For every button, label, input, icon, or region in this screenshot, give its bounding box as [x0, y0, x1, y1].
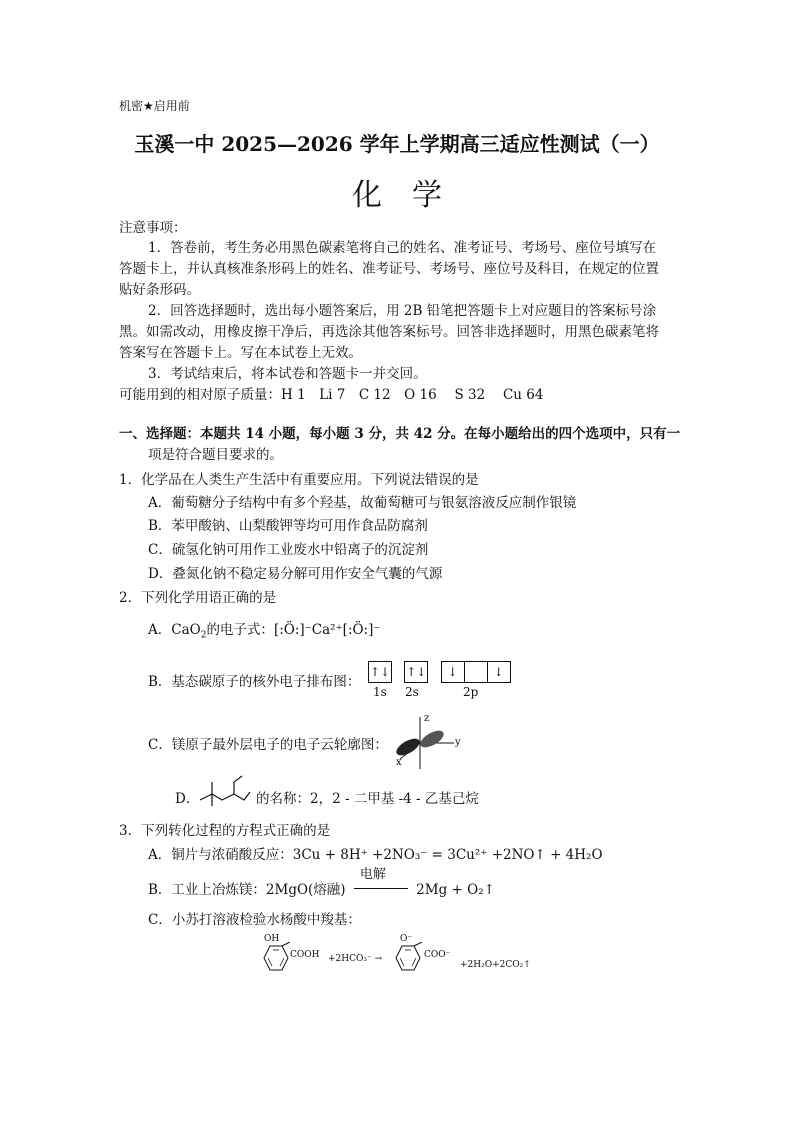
oh-label: OH: [264, 934, 280, 944]
coo-minus-label: COO⁻: [424, 950, 451, 960]
q1-stem: 1．化学品在人类生产生活中有重要应用。下列说法错误的是: [119, 472, 479, 488]
note-1-line-1: 1．答卷前，考生务必用黑色碳素笔将自己的姓名、准考证号、考场号、座位号填写在: [148, 240, 657, 256]
label-2p: 2p: [463, 685, 479, 699]
orbital-2p-2: [465, 661, 488, 683]
section-1-heading-cont: 项是符合题目要求的。: [148, 447, 283, 463]
q3-option-b: [148, 867, 495, 901]
confidential-mark: 机密★启用前: [119, 99, 190, 113]
q2-option-d-prefix: D．: [175, 791, 200, 807]
note-3: 3．考试结束后，将本试卷和答题卡一并交回。: [148, 366, 427, 382]
q3-stem: 3．下列转化过程的方程式正确的是: [119, 823, 331, 839]
benzene-ring-1: [256, 942, 296, 982]
q2-a-mid: 的电子式：: [206, 622, 274, 638]
cooh-label: COOH: [290, 950, 320, 960]
q3-b-post: 2Mg + O₂↑: [416, 882, 495, 898]
orbital-2p-3: ↓: [488, 661, 511, 683]
q3-option-c: C．小苏打溶液检验水杨酸中羧基：: [148, 912, 361, 928]
axis-z: z: [424, 713, 430, 724]
electrolysis-arrow: [354, 867, 408, 894]
exam-title: 玉溪一中 2025—2026 学年上学期高三适应性测试（一）: [134, 132, 660, 156]
note-1-line-2: 答题卡上，并认真核准条形码上的姓名、准考证号、考场号、座位号及科目，在规定的位置: [119, 261, 659, 277]
q2-option-b: B．基态碳原子的核外电子排布图：: [148, 674, 361, 690]
q2-a-prefix: A．CaO: [148, 622, 201, 638]
notes-heading: 注意事项：: [119, 220, 187, 236]
reaction-mid: +2HCO₃⁻ →: [328, 954, 383, 964]
section-1-heading: 一、选择题：本题共 14 小题，每小题 3 分，共 42 分。在每小题给出的四个选项中，只有一: [119, 426, 681, 442]
orbital-2p-1: ↓: [441, 661, 465, 683]
q2-option-c: C．镁原子最外层电子的电子云轮廓图：: [148, 737, 388, 753]
q2-stem: 2．下列化学用语正确的是: [119, 590, 277, 606]
electrolysis-label: 电解: [359, 867, 386, 882]
q1-option-d: D．叠氮化钠不稳定易分解可用作安全气囊的气源: [148, 566, 443, 582]
axis-y: y: [455, 737, 461, 748]
note-2-line-2: 黑。如需改动，用橡皮擦干净后，再选涂其他答案标号。回答非选择题时，用黑色碳素笔将: [119, 324, 659, 340]
q1-option-a: A．葡萄糖分子结构中有多个羟基，故葡萄糖可与银氨溶液反应制作银镜: [148, 495, 577, 511]
q2-option-a: [148, 620, 381, 647]
reaction-post: +2H₂O+2CO₂↑: [460, 960, 531, 970]
q1-option-c: C．硫氢化钠可用作工业废水中铅离子的沉淀剂: [148, 542, 429, 558]
label-2s: 2s: [405, 685, 419, 699]
skeletal-structure: [198, 774, 254, 808]
axis-x: x: [396, 757, 402, 768]
orbital-diagram: [368, 661, 511, 683]
q3-option-a: A．铜片与浓硝酸反应：3Cu + 8H⁺ +2NO₃⁻ = 3Cu²⁺ +2NO↑ + 4H₂O: [148, 847, 603, 863]
note-2-line-3: 答案写在答题卡上。写在本试卷上无效。: [119, 345, 362, 361]
note-1-line-3: 贴好条形码。: [119, 282, 200, 298]
q3-b-pre: B．工业上冶炼镁：2MgO(熔融): [148, 882, 346, 898]
atomic-masses: 可能用到的相对原子质量：H 1 Li 7 C 12 O 16 S 32 Cu 64: [119, 387, 544, 403]
q1-option-b: B．苯甲酸钠、山梨酸钾等均可用作食品防腐剂: [148, 518, 428, 534]
label-1s: 1s: [373, 685, 387, 699]
salicylic-reaction: [248, 934, 548, 984]
orbital-1s: ↑↓: [368, 661, 392, 683]
q2-a-sub: 2: [200, 630, 207, 641]
q2-option-d: 的名称：2，2 - 二甲基 -4 - 乙基己烷: [256, 791, 479, 807]
q2-a-formula: [:Ö:]⁻Ca²⁺[:Ö:]⁻: [273, 622, 381, 638]
o-minus-label: O⁻: [400, 934, 413, 944]
benzene-ring-2: [388, 942, 428, 982]
orbital-2p-group: [441, 661, 511, 683]
subject-title: 化学: [352, 178, 472, 213]
orbital-2s: ↑↓: [404, 661, 428, 683]
note-2-line-1: 2．回答选择题时，选出每小题答案后，用 2B 铅笔把答题卡上对应题目的答案标号涂: [148, 303, 657, 319]
